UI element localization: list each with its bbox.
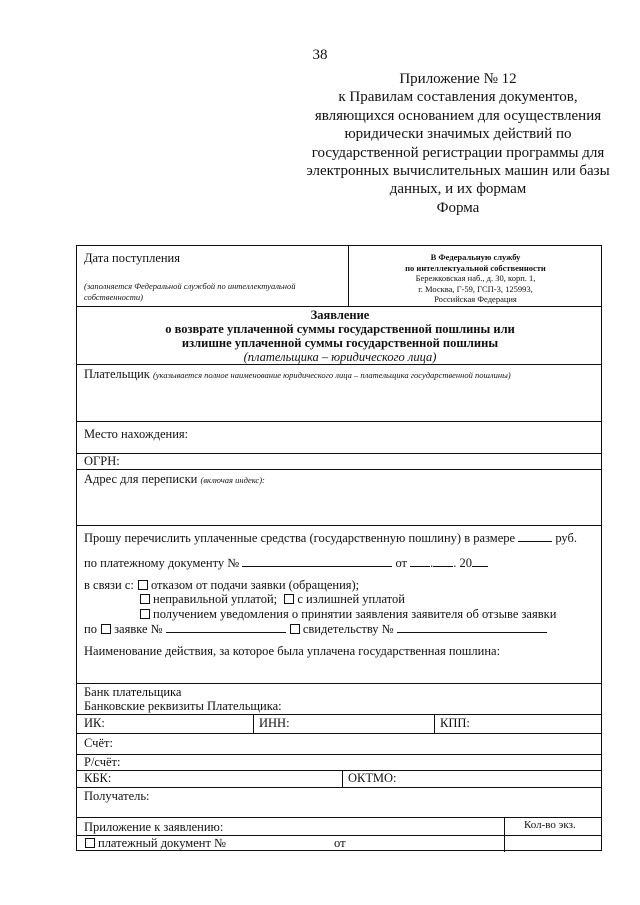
application-number-field[interactable] [166,622,286,633]
header-line: к Правилам составления документов, [338,89,578,106]
year-prefix: 20 [459,556,473,570]
oktmo-label: ОКТМО: [348,771,397,785]
currency-label: руб. [555,531,577,545]
day-field[interactable] [410,556,430,567]
reason-checkbox[interactable] [138,580,148,590]
divider [77,754,601,755]
copies-label: Кол-во экз. [524,819,576,831]
divider [77,453,601,454]
mail-note: (включая индекс): [200,475,265,485]
payer-note: (указывается полное наименование юридического лица – плательщика государственной пошлины) [152,370,511,380]
payment-document-row [84,836,226,851]
payment-doc-field[interactable] [242,556,392,567]
attach-from-label: от [334,836,346,850]
kpp-label: КПП: [440,716,470,730]
divider [77,469,601,470]
bank-payer-label: Банк плательщика [84,685,182,699]
recipient-label: Получатель: [84,789,150,803]
location-label: Место нахождения: [84,427,189,441]
year-field[interactable] [472,556,488,567]
reason-line-2 [139,592,405,607]
mail-field [84,472,265,487]
divider [77,770,601,771]
by-label: по [84,622,97,636]
divider [77,733,601,734]
form-subtitle: (плательщика – юридического лица) [243,350,437,364]
divider [342,770,343,787]
reason-text: с излишней уплатой [297,592,405,606]
account-label: Счёт: [84,736,113,750]
divider [77,714,601,715]
certificate-number-field[interactable] [397,622,547,633]
application-checkbox[interactable] [101,624,111,634]
reason-label: в связи с: [84,578,134,592]
divider [253,714,254,733]
header-line: электронных вычислительных машин или базы [306,163,610,180]
request-line [84,531,577,546]
document-header [278,70,638,217]
bank-details-label: Банковские реквизиты Плательщика: [84,699,282,713]
form-title: Заявление о возврате уплаченной суммы государственной пошлины или излишне уплаченной суммы государственной пошлины (плательщика – юридического лица) [77,308,603,364]
divider [77,683,601,684]
divider [77,364,601,365]
divider [77,525,601,526]
certificate-label: свидетельству № [302,622,394,636]
r-account-label: Р/счёт: [84,755,121,769]
reason-checkbox[interactable] [284,594,294,604]
application-form [76,245,602,851]
header-line: данных, и их формам [389,181,527,198]
ogrn-label: ОГРН: [84,454,120,468]
divider [77,306,601,307]
header-line: Приложение № 12 [399,71,517,87]
from-label: от [395,556,408,570]
divider [77,817,601,818]
reason-text: неправильной уплатой; [153,592,278,606]
inn-label: ИНН: [259,716,290,730]
divider [434,714,435,733]
payer-field [84,367,511,382]
date-label: Дата поступления [84,251,180,265]
payment-document-label: платежный документ № [98,836,226,850]
kbk-label: КБК: [84,771,112,785]
certificate-checkbox[interactable] [290,624,300,634]
reason-text: отказом от подачи заявки (обращения); [150,578,360,592]
payment-document-checkbox[interactable] [85,838,95,848]
amount-field[interactable] [518,531,552,542]
reason-checkbox[interactable] [140,609,150,619]
mail-label: Адрес для переписки [84,472,198,486]
form-label: Форма [436,199,480,216]
attachment-label: Приложение к заявлению: [84,820,224,834]
address-block: В Федеральную службу по интеллектуальной собственности Бережковская наб., д. 30, корп. 1, г. Москва, Г-59, ГСП-3, 125993, Российская Федерация [405,252,546,305]
reason-line-3 [139,607,556,622]
payment-doc-line: по платежному документу № от . . 20 [84,556,488,571]
date-note: (заполняется Федеральной службой по интеллектуальной собственности) [84,281,296,302]
reason-line-1 [84,578,359,593]
divider [77,787,601,788]
header-line: являющихся основанием для осуществления [314,107,602,124]
by-line [84,622,547,637]
month-field[interactable] [433,556,453,567]
payer-label: Плательщик [84,367,150,381]
header-line: юридически значимых действий по [344,126,572,143]
divider [77,421,601,422]
payment-doc-label: по платежному документу № [84,556,240,570]
ik-label: ИК: [84,716,105,730]
application-label: заявке № [114,622,163,636]
header-line: государственной регистрации программы для [311,144,605,161]
reason-text: получением уведомления о принятии заявления заявителя об отзыве заявки [153,607,557,621]
page-number: 38 [312,47,328,63]
reason-checkbox[interactable] [140,594,150,604]
action-name-label: Наименование действия, за которое была уплачена государственная пошлина: [84,644,501,658]
request-text: Прошу перечислить уплаченные средства (государственную пошлину) в размере [84,531,516,545]
